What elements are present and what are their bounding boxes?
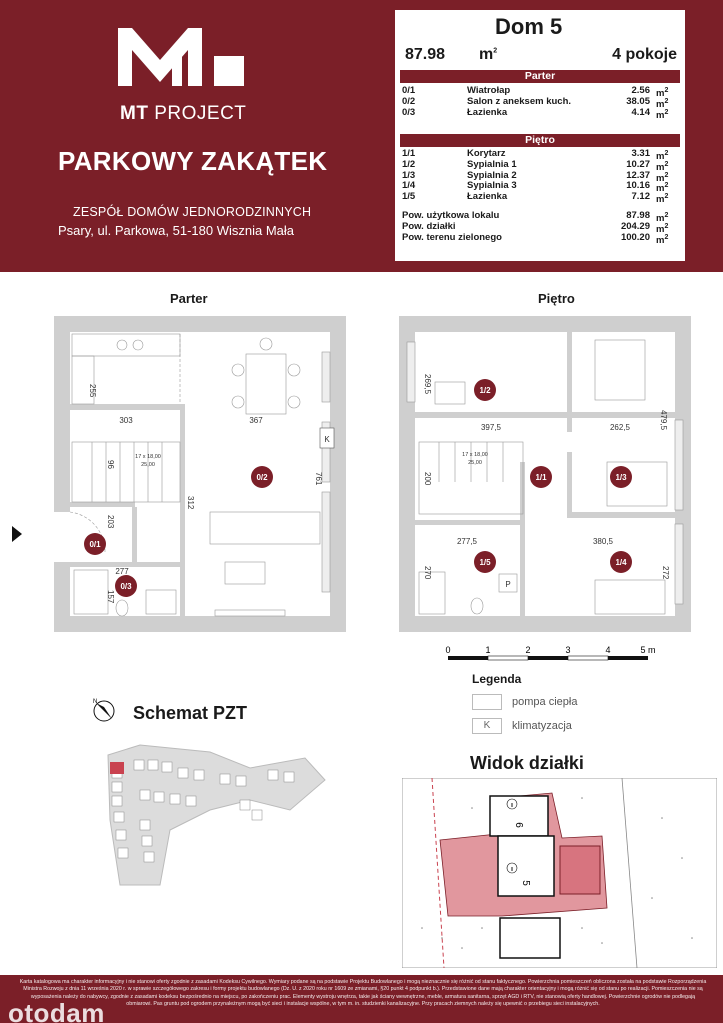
ac-swatch: K xyxy=(472,718,502,734)
svg-text:272: 272 xyxy=(661,566,670,580)
room-row xyxy=(400,160,680,171)
svg-text:2: 2 xyxy=(525,645,531,655)
svg-text:0: 0 xyxy=(445,645,451,655)
unit-title: Dom 5 xyxy=(495,14,563,39)
room-name: Sypialnia 2 xyxy=(467,169,517,181)
area-unit: $m^2$ xyxy=(656,108,669,121)
svg-text:200: 200 xyxy=(423,472,432,486)
svg-text:367: 367 xyxy=(249,416,263,425)
room-row xyxy=(400,233,680,244)
svg-text:25,00: 25,00 xyxy=(468,460,482,466)
svg-text:1: 1 xyxy=(485,645,491,655)
legend-label: pompa ciepła xyxy=(512,696,578,708)
mt-logo xyxy=(118,28,246,90)
room-name: Wiatrołap xyxy=(467,85,511,96)
svg-text:P: P xyxy=(505,580,511,589)
svg-text:255: 255 xyxy=(88,384,97,398)
room-number: 1/5 xyxy=(402,191,416,203)
svg-text:269,5: 269,5 xyxy=(423,374,432,395)
pzt-title: Schemat PZT xyxy=(133,703,248,723)
room-name: Korytarz xyxy=(467,148,506,159)
room-number: 1/4 xyxy=(402,180,416,192)
svg-text:312: 312 xyxy=(186,496,195,510)
room-area: 10.27 xyxy=(626,158,650,170)
svg-text:277,5: 277,5 xyxy=(456,537,478,546)
svg-text:303: 303 xyxy=(119,416,133,425)
room-number: 1/3 xyxy=(402,169,416,181)
project-title: PARKOWY ZAKĄTEK xyxy=(58,146,328,176)
lot-view-map xyxy=(402,778,717,968)
room-area: 204.29 xyxy=(620,220,650,232)
room-area: 4.14 xyxy=(631,106,650,118)
room-name: Pow. użytkowa lokalu xyxy=(402,210,500,221)
svg-text:157: 157 xyxy=(106,590,115,604)
room-area: 10.16 xyxy=(626,180,650,192)
room-row xyxy=(400,191,680,206)
room-number: 0/2 xyxy=(402,95,416,107)
room-area: 7.12 xyxy=(631,191,650,203)
totals-list xyxy=(400,210,680,246)
room-name: Sypialnia 3 xyxy=(467,180,517,192)
scale-bar xyxy=(440,644,670,666)
unit-rooms: 4 pokoje xyxy=(612,46,677,63)
legend-label: klimatyzacja xyxy=(512,720,572,732)
room-name: Łazienka xyxy=(467,191,508,203)
pietro-floor-plan xyxy=(395,312,700,637)
room-number: 0/1 xyxy=(402,85,416,96)
room-name: Pow. terenu zielonego xyxy=(402,231,502,243)
svg-text:1/4: 1/4 xyxy=(615,558,627,567)
brand-name: MT PROJECT xyxy=(120,103,247,124)
area-unit: $m^2$ xyxy=(656,222,669,235)
room-name: Sypialnia 1 xyxy=(467,158,517,170)
svg-text:277: 277 xyxy=(115,567,129,576)
room-number: 1/1 xyxy=(402,148,416,159)
svg-text:479,5: 479,5 xyxy=(659,410,668,431)
heat-pump-swatch xyxy=(472,694,502,710)
area-unit: $m^2$ xyxy=(656,212,669,225)
room-name: Salon z aneksem kuch. xyxy=(467,95,572,107)
svg-text:203: 203 xyxy=(106,515,115,529)
svg-text:N: N xyxy=(93,699,98,705)
area-unit: $m^2$ xyxy=(656,97,669,110)
svg-text:380,5: 380,5 xyxy=(592,537,614,546)
legend-item-heat-pump xyxy=(472,694,632,710)
area-card xyxy=(395,10,685,261)
svg-text:5 m: 5 m xyxy=(640,645,656,655)
room-name: Łazienka xyxy=(467,106,508,118)
lot-view-title: Widok działki xyxy=(470,753,584,773)
svg-text:1/1: 1/1 xyxy=(535,473,547,482)
svg-text:761: 761 xyxy=(314,472,323,486)
footer-disclaimer xyxy=(0,975,723,1023)
svg-text:0/2: 0/2 xyxy=(256,473,268,482)
parter-plan-label: Parter xyxy=(170,291,208,306)
header-banner xyxy=(0,0,723,272)
parter-heading: Parter xyxy=(400,70,680,83)
svg-text:4: 4 xyxy=(605,645,611,655)
area-unit: $m^2$ xyxy=(656,160,669,173)
room-row xyxy=(400,222,680,233)
project-address: Psary, ul. Parkowa, 51-180 Wisznia Mała xyxy=(58,223,295,238)
area-unit: $m^2$ xyxy=(656,171,669,184)
svg-text:II: II xyxy=(510,803,514,809)
legend-item-air-conditioning xyxy=(472,718,632,734)
svg-text:1/2: 1/2 xyxy=(479,386,491,395)
svg-text:5: 5 xyxy=(520,880,531,886)
pietro-room-list xyxy=(400,148,680,206)
area-unit: $m^2$ xyxy=(656,193,669,206)
room-number: 1/2 xyxy=(402,158,416,170)
disclaimer-text: Karta katalogowa ma charakter informacyjny i nie stanowi oferty zgodnie z zasadami Kodeksu Cywilnego. Wymiary podane są na podstawie Projektu Budowlanego i mogą nieznacznie się różnić od stanu faktycznego. Powierzchnia pomieszczeń obliczona została na podstawie Rozporządzenia Ministra Rozwoju z dnia 11 września 2020 r. w sprawie szczegółowego zakresu i formy projektu budowlanego (Dz. U. z 2020 roku nr 1609 ze zmianami, §20 punkt 4 podpunkt b.). Przedstawione dane mają charakter orientacyjny i mogą różnić się od stanu po realizacji. Pomieszczenia nie są wyposażenia należy do nabywcy, zgodnie z zasadami kodeksu bezpośrednio na miejscu, po zakończeniu prac. Elementy wystroju wnętrza, takie jak ściany wewnętrzne, meble, armatura sanitarna, sprzęt AGD i RTV, nie stanowią oferty handlowej. Powierzchnie ogrodów nie podlegają obmiarowi. Pas gruntu pod ogrodem przynależnym mogą być sieci i instalacje wspólne, w tym m. in. studzienki kanalizacyjne. Przy pracach ziemnych należy się upewnić o przebiegu sieci instalacyjnych. xyxy=(19,979,707,1008)
svg-text:II: II xyxy=(510,867,514,873)
svg-text:17 x 18,00: 17 x 18,00 xyxy=(462,452,488,458)
room-area: 38.05 xyxy=(626,95,650,107)
svg-text:3: 3 xyxy=(565,645,571,655)
watermark: otodam xyxy=(8,998,105,1023)
parter-floor-plan xyxy=(10,312,360,637)
area-unit: $m^2$ xyxy=(656,233,669,246)
svg-text:0/1: 0/1 xyxy=(89,540,101,549)
pietro-heading: Piętro xyxy=(400,134,680,147)
pietro-plan-label: Piętro xyxy=(538,291,575,306)
svg-text:1/3: 1/3 xyxy=(615,473,627,482)
area-unit: $m^2$ xyxy=(656,182,669,195)
site-plan-map xyxy=(100,740,330,890)
unit-area-unit: $m^2$ xyxy=(479,46,498,63)
svg-text:96: 96 xyxy=(106,460,115,469)
svg-text:1/5: 1/5 xyxy=(479,558,491,567)
room-name: Pow. działki xyxy=(402,220,456,232)
room-row xyxy=(400,97,680,108)
unit-area: 87.98 xyxy=(405,46,446,63)
room-area: 87.98 xyxy=(626,210,650,221)
svg-text:K: K xyxy=(324,435,330,444)
project-subtitle: ZESPÓŁ DOMÓW JEDNORODZINNYCH xyxy=(73,205,312,219)
room-number: 0/3 xyxy=(402,106,416,118)
svg-text:6: 6 xyxy=(513,822,524,828)
svg-text:270: 270 xyxy=(423,566,432,580)
legend-title: Legenda xyxy=(472,672,522,686)
room-area: 12.37 xyxy=(626,169,650,181)
parter-room-list xyxy=(400,85,680,121)
svg-text:262,5: 262,5 xyxy=(609,423,631,432)
svg-text:25,00: 25,00 xyxy=(141,462,155,468)
compass-icon xyxy=(90,697,118,725)
room-area: 2.56 xyxy=(631,85,650,96)
room-area: 100.20 xyxy=(620,231,650,243)
room-area: 3.31 xyxy=(631,148,650,159)
svg-text:397,5: 397,5 xyxy=(480,423,502,432)
area-unit: $m^2$ xyxy=(656,150,669,163)
svg-text:17 x 18,00: 17 x 18,00 xyxy=(135,454,161,460)
area-unit: $m^2$ xyxy=(656,87,669,100)
room-row xyxy=(400,108,680,119)
svg-text:0/3: 0/3 xyxy=(120,582,132,591)
